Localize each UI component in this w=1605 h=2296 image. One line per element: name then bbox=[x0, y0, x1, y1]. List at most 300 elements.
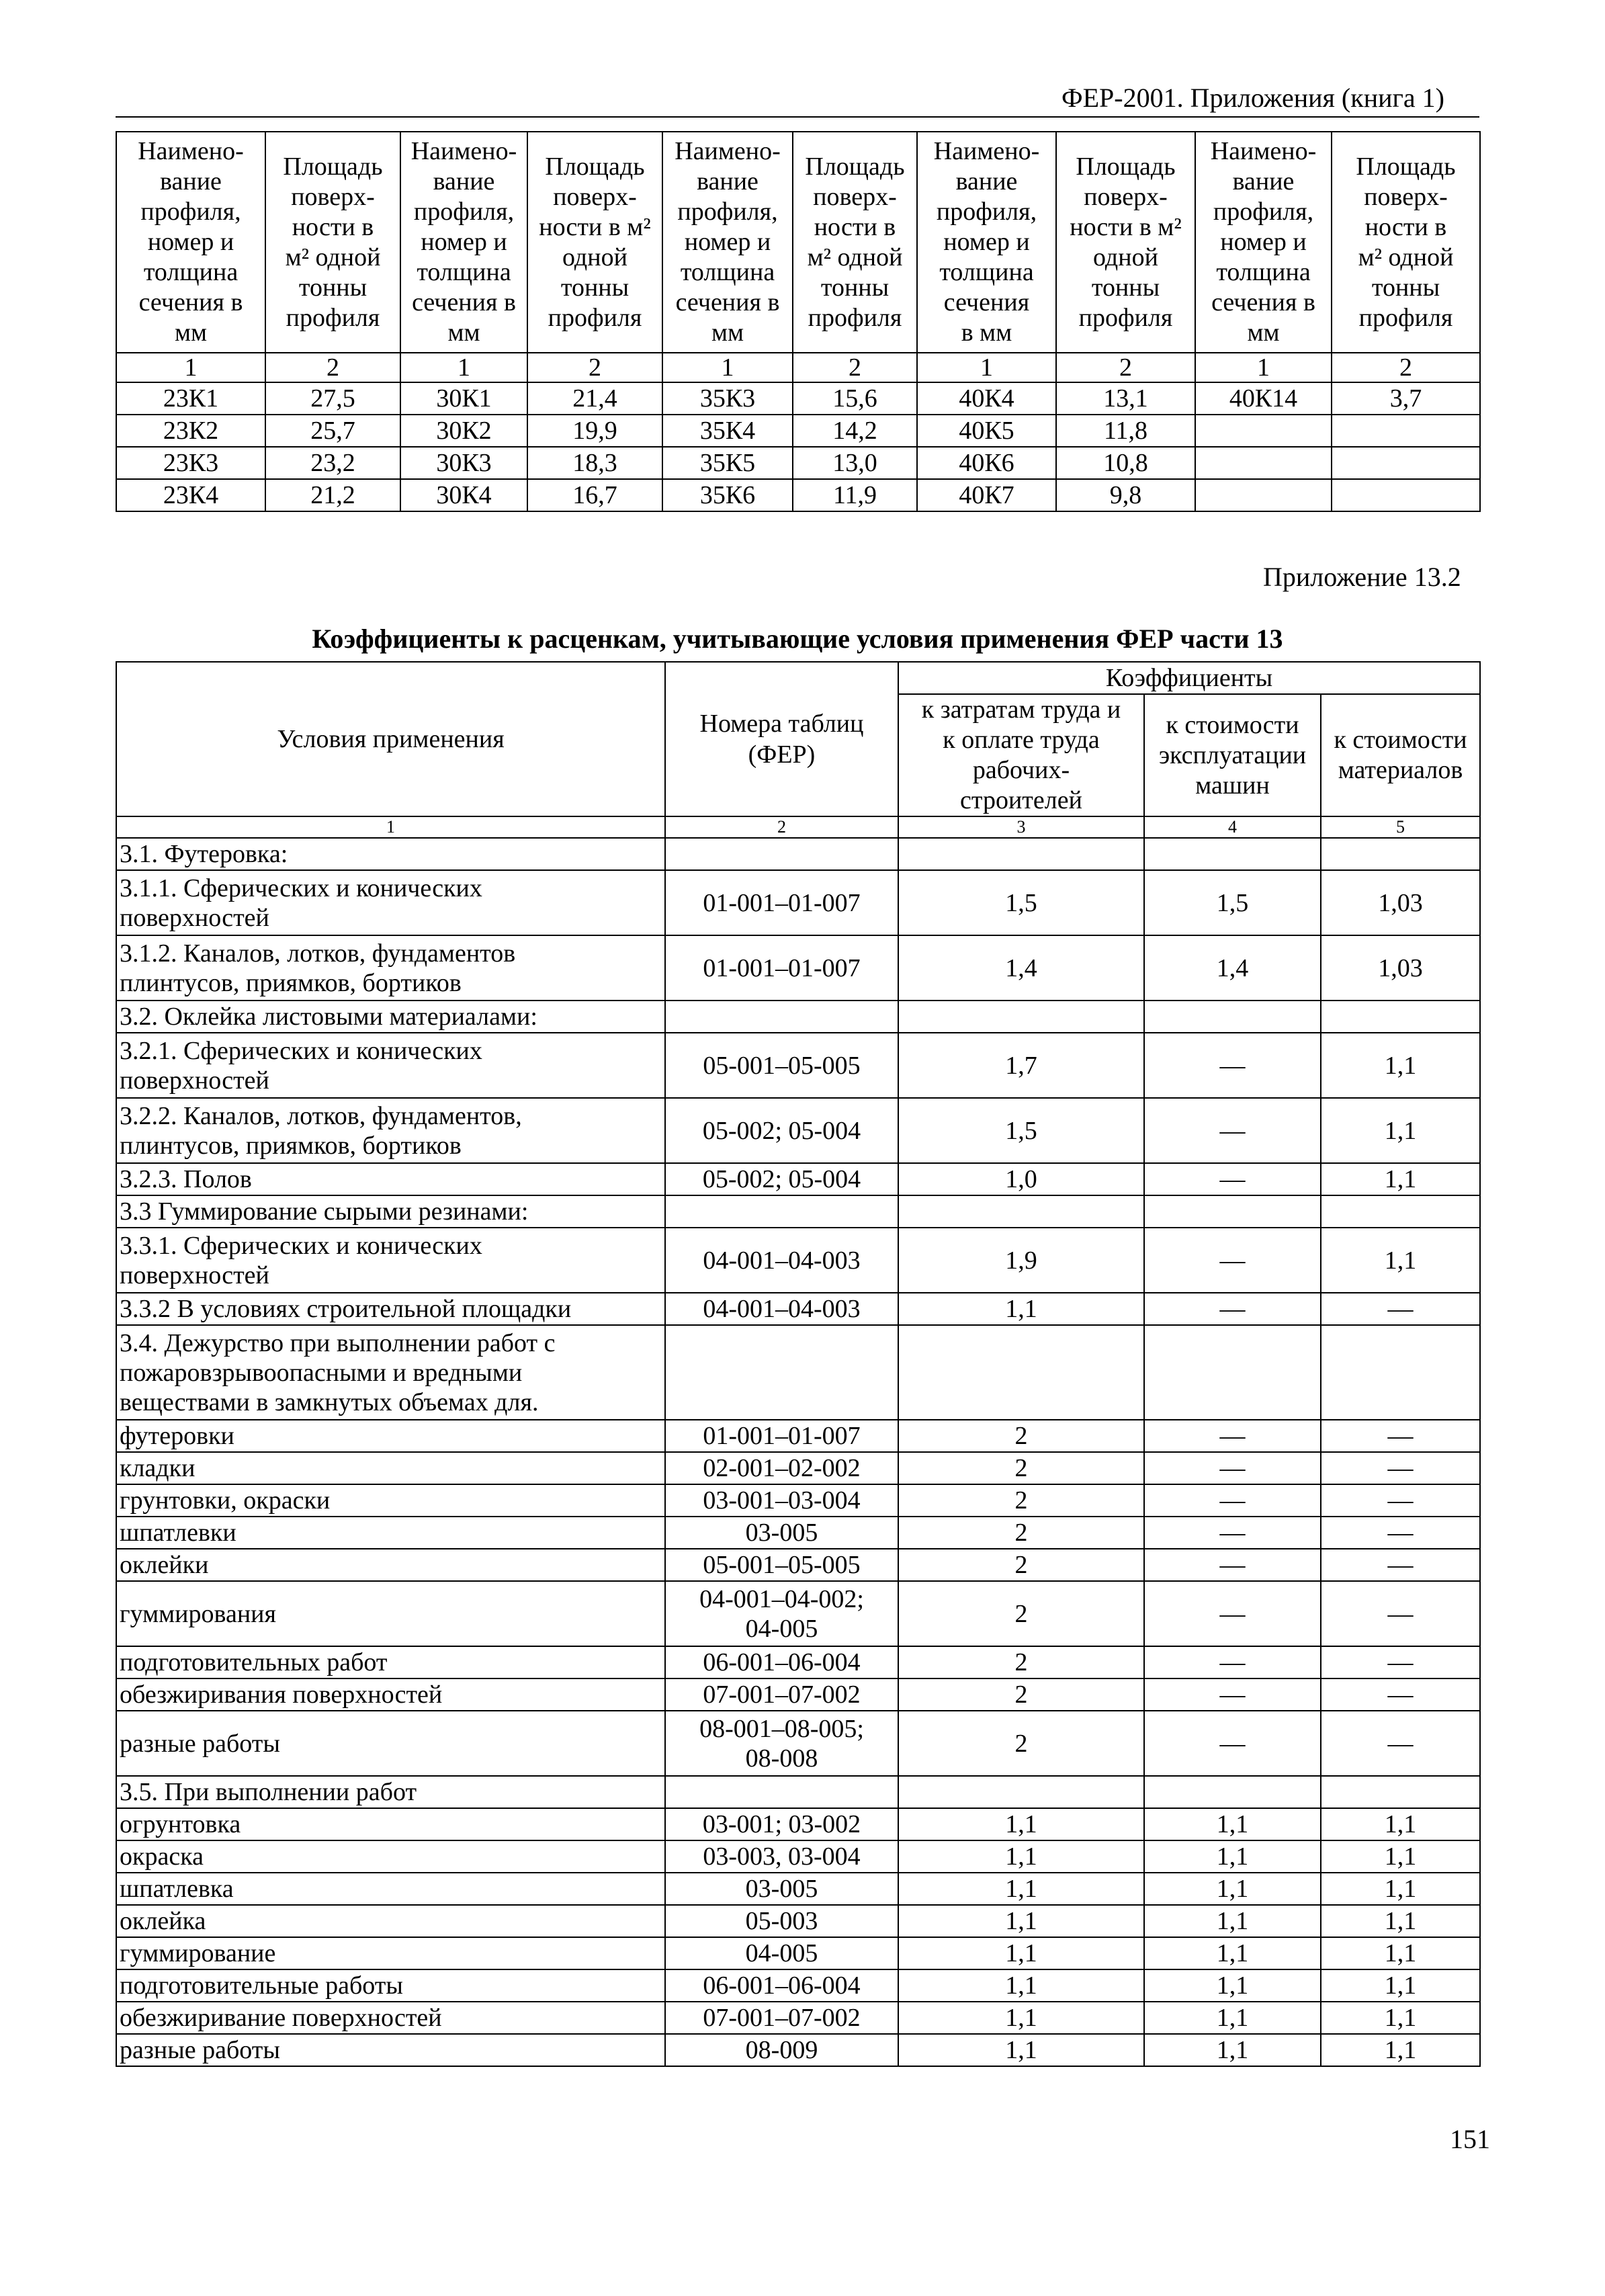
table-cell: 40К5 bbox=[917, 415, 1056, 447]
top-table-number-row bbox=[116, 353, 1480, 382]
machines-coef-cell bbox=[1144, 1001, 1321, 1033]
table-number-cell bbox=[665, 1581, 898, 1646]
header-line: в мм bbox=[961, 318, 1012, 347]
machines-coef-cell: — bbox=[1144, 1517, 1321, 1549]
condition-line: веществами в замкнутых объемах для. bbox=[120, 1388, 539, 1416]
header-table-numbers-line: Номера таблиц bbox=[699, 710, 864, 738]
header-line: Площадь bbox=[805, 152, 905, 181]
condition-line: грунтовки, окраски bbox=[120, 1486, 331, 1515]
condition-line: гуммирования bbox=[120, 1599, 276, 1628]
condition-line: поверхностей bbox=[120, 1261, 269, 1289]
condition-cell bbox=[116, 1228, 665, 1293]
table-cell: 9,8 bbox=[1056, 479, 1195, 511]
table-number-cell bbox=[665, 1840, 898, 1873]
header-line: номер и bbox=[943, 228, 1030, 256]
materials-coef-cell: 1,1 bbox=[1321, 1163, 1480, 1195]
table-number-line: 07-001–07-002 bbox=[703, 1681, 861, 1709]
header-line: номер и bbox=[421, 228, 507, 256]
materials-coef-cell bbox=[1321, 1001, 1480, 1033]
header-line: профиля bbox=[808, 303, 902, 332]
table-cell: 35К4 bbox=[662, 415, 793, 447]
header-line: Наимено- bbox=[410, 137, 517, 165]
header-machines-line: к стоимости bbox=[1166, 710, 1299, 739]
condition-line: плинтусов, приямков, бортиков bbox=[120, 1131, 462, 1160]
condition-line: пожаровзрывоопасными и вредными bbox=[120, 1358, 523, 1387]
table-number-line: 03-001–03-004 bbox=[703, 1486, 861, 1515]
table-row bbox=[116, 2002, 1480, 2034]
condition-line: кладки bbox=[120, 1454, 196, 1482]
header-table-numbers-line: (ФЕР) bbox=[748, 740, 816, 769]
table-cell bbox=[1195, 447, 1332, 479]
table-number-cell bbox=[665, 1969, 898, 2002]
table-number-line: 04-001–04-003 bbox=[703, 1246, 861, 1275]
table-row bbox=[116, 1228, 1480, 1293]
header-line: толщина bbox=[143, 258, 238, 286]
labor-coef-cell: 1,9 bbox=[898, 1228, 1144, 1293]
table-cell: 40К6 bbox=[917, 447, 1056, 479]
machines-coef-cell: — bbox=[1144, 1293, 1321, 1325]
table-number-line: 04-005 bbox=[745, 1939, 818, 1967]
condition-line: плинтусов, приямков, бортиков bbox=[120, 968, 462, 997]
table-number-cell bbox=[665, 838, 898, 870]
condition-line: футеровки bbox=[120, 1422, 234, 1450]
header-line: вание bbox=[160, 167, 222, 196]
table-cell: 23К2 bbox=[116, 415, 265, 447]
table-cell: 30К2 bbox=[400, 415, 527, 447]
machines-coef-cell: — bbox=[1144, 1228, 1321, 1293]
header-line: поверх- bbox=[1364, 182, 1448, 211]
condition-line: 3.5. При выполнении работ bbox=[120, 1778, 417, 1806]
machines-coef-cell: — bbox=[1144, 1549, 1321, 1581]
table-number-cell bbox=[665, 1325, 898, 1420]
table-cell: 15,6 bbox=[793, 382, 917, 415]
machines-coef-cell: — bbox=[1144, 1033, 1321, 1098]
labor-coef-cell: 1,1 bbox=[898, 2002, 1144, 2034]
table-cell bbox=[1332, 479, 1480, 511]
condition-line: разные работы bbox=[120, 2036, 280, 2064]
table-row bbox=[116, 447, 1480, 479]
machines-coef-cell bbox=[1144, 1195, 1321, 1228]
condition-line: поверхностей bbox=[120, 903, 269, 932]
header-line: поверх- bbox=[291, 182, 375, 211]
header-line: профиля bbox=[1358, 303, 1453, 332]
column-number: 3 bbox=[898, 816, 1144, 838]
materials-coef-cell bbox=[1321, 1325, 1480, 1420]
header-line: ности в м² bbox=[539, 212, 651, 241]
condition-cell bbox=[116, 1517, 665, 1549]
table-cell: 30К1 bbox=[400, 382, 527, 415]
condition-cell bbox=[116, 1646, 665, 1678]
materials-coef-cell: 1,1 bbox=[1321, 1228, 1480, 1293]
labor-coef-cell: 1,1 bbox=[898, 1905, 1144, 1937]
machines-coef-cell: — bbox=[1144, 1484, 1321, 1517]
page-number: 151 bbox=[1450, 2124, 1490, 2154]
table-cell: 21,4 bbox=[527, 382, 662, 415]
materials-coef-cell: 1,03 bbox=[1321, 935, 1480, 1001]
table-number-cell bbox=[665, 1420, 898, 1452]
header-line: номер и bbox=[1220, 228, 1307, 256]
header-line: тонны bbox=[560, 273, 630, 302]
labor-coef-cell: 1,7 bbox=[898, 1033, 1144, 1098]
condition-cell bbox=[116, 1420, 665, 1452]
table-number-line: 08-008 bbox=[745, 1744, 818, 1773]
header-materials-line: к стоимости bbox=[1334, 726, 1467, 754]
column-number: 5 bbox=[1321, 816, 1480, 838]
table-number-line: 08-009 bbox=[745, 2036, 818, 2064]
condition-line: 3.3 Гуммирование сырыми резинами: bbox=[120, 1197, 529, 1226]
top-table-header-row bbox=[116, 132, 1480, 353]
labor-coef-cell: 1,1 bbox=[898, 1873, 1144, 1905]
header-line: Площадь bbox=[283, 152, 383, 181]
table-number-cell bbox=[665, 870, 898, 935]
labor-coef-cell: 2 bbox=[898, 1517, 1144, 1549]
machines-coef-cell: — bbox=[1144, 1098, 1321, 1163]
machines-coef-cell: 1,1 bbox=[1144, 1937, 1321, 1969]
labor-coef-cell: 1,4 bbox=[898, 935, 1144, 1001]
labor-coef-cell: 2 bbox=[898, 1420, 1144, 1452]
header-line: вание bbox=[1232, 167, 1295, 196]
header-line: профиля bbox=[1078, 303, 1173, 332]
table-number-line: 05-002; 05-004 bbox=[702, 1165, 861, 1193]
materials-coef-cell: 1,1 bbox=[1321, 2034, 1480, 2066]
table-cell: 23К1 bbox=[116, 382, 265, 415]
header-machines-line: машин bbox=[1195, 771, 1270, 800]
labor-coef-cell: 2 bbox=[898, 1452, 1144, 1484]
table-number-cell bbox=[665, 1905, 898, 1937]
labor-coef-cell: 2 bbox=[898, 1678, 1144, 1711]
condition-line: 3.2.1. Сферических и конических bbox=[120, 1036, 482, 1065]
header-line: вание bbox=[697, 167, 758, 196]
table-cell: 30К3 bbox=[400, 447, 527, 479]
top-table-header-cell bbox=[1332, 132, 1480, 353]
header-line: толщина bbox=[417, 258, 511, 286]
header-line: одной bbox=[1093, 243, 1158, 271]
machines-coef-cell: 1,1 bbox=[1144, 1808, 1321, 1840]
header-coefficients: Коэффициенты bbox=[898, 662, 1480, 694]
machines-coef-cell: 1,4 bbox=[1144, 935, 1321, 1001]
machines-coef-cell: — bbox=[1144, 1452, 1321, 1484]
materials-coef-cell bbox=[1321, 1776, 1480, 1808]
labor-coef-cell: 1,0 bbox=[898, 1163, 1144, 1195]
condition-cell bbox=[116, 1293, 665, 1325]
labor-coef-cell bbox=[898, 1195, 1144, 1228]
condition-cell bbox=[116, 1452, 665, 1484]
table-number-cell bbox=[665, 1549, 898, 1581]
materials-coef-cell: 1,1 bbox=[1321, 1098, 1480, 1163]
machines-coef-cell: 1,1 bbox=[1144, 2034, 1321, 2066]
condition-cell bbox=[116, 838, 665, 870]
header-line: Наимено- bbox=[675, 137, 781, 165]
coefficients-table bbox=[116, 661, 1481, 2067]
header-line: ности в bbox=[1364, 212, 1447, 241]
labor-coef-cell: 1,1 bbox=[898, 2034, 1144, 2066]
header-labor-line: к оплате труда bbox=[943, 726, 1100, 754]
condition-line: разные работы bbox=[120, 1729, 280, 1758]
labor-coef-cell: 2 bbox=[898, 1549, 1144, 1581]
header-line: поверх- bbox=[553, 182, 637, 211]
header-line: профиля, bbox=[413, 198, 515, 226]
top-table-header-cell bbox=[265, 132, 400, 353]
top-table-header-cell bbox=[1195, 132, 1332, 353]
condition-cell bbox=[116, 1549, 665, 1581]
table-row bbox=[116, 935, 1480, 1001]
condition-cell bbox=[116, 1937, 665, 1969]
materials-coef-cell: — bbox=[1321, 1711, 1480, 1776]
header-line: сечения в bbox=[138, 288, 243, 316]
header-line: профиля, bbox=[677, 198, 778, 226]
condition-line: обезжиривание поверхностей bbox=[120, 2004, 442, 2032]
table-cell: 25,7 bbox=[265, 415, 400, 447]
table-row bbox=[116, 1293, 1480, 1325]
header-machines-line: эксплуатации bbox=[1158, 740, 1307, 769]
table-number-line: 05-002; 05-004 bbox=[702, 1116, 861, 1145]
column-number: 1 bbox=[400, 353, 527, 382]
table-cell bbox=[1195, 479, 1332, 511]
labor-coef-cell: 1,1 bbox=[898, 1969, 1144, 2002]
header-line: тонны bbox=[1371, 273, 1440, 302]
condition-line: оклейка bbox=[120, 1907, 206, 1935]
condition-cell bbox=[116, 935, 665, 1001]
table-row bbox=[116, 838, 1480, 870]
column-number: 2 bbox=[1332, 353, 1480, 382]
materials-coef-cell: 1,1 bbox=[1321, 1873, 1480, 1905]
condition-cell bbox=[116, 1873, 665, 1905]
header-labor bbox=[898, 694, 1144, 816]
table-number-line: 04-001–04-003 bbox=[703, 1295, 861, 1323]
top-table-header-cell bbox=[662, 132, 793, 353]
condition-cell bbox=[116, 1033, 665, 1098]
header-machines bbox=[1144, 694, 1321, 816]
header-line: ности в bbox=[292, 212, 374, 241]
materials-coef-cell: 1,1 bbox=[1321, 1840, 1480, 1873]
labor-coef-cell: 2 bbox=[898, 1711, 1144, 1776]
running-header: ФЕР-2001. Приложения (книга 1) bbox=[1061, 83, 1444, 113]
condition-line: 3.2. Оклейка листовыми материалами: bbox=[120, 1003, 537, 1031]
table-number-cell bbox=[665, 1517, 898, 1549]
header-line: Площадь bbox=[1356, 152, 1456, 181]
condition-line: 3.1.2. Каналов, лотков, фундаментов bbox=[120, 939, 516, 968]
table-number-line: 04-001–04-002; bbox=[699, 1584, 864, 1613]
header-line: тонны bbox=[820, 273, 890, 302]
table-cell: 35К3 bbox=[662, 382, 793, 415]
header-materials bbox=[1321, 694, 1480, 816]
table-cell: 40К4 bbox=[917, 382, 1056, 415]
header-line: сечения в bbox=[675, 288, 780, 316]
table-cell: 35К6 bbox=[662, 479, 793, 511]
top-table-header-cell bbox=[527, 132, 662, 353]
condition-cell bbox=[116, 1163, 665, 1195]
labor-coef-cell: 1,1 bbox=[898, 1808, 1144, 1840]
table-row bbox=[116, 415, 1480, 447]
labor-coef-cell bbox=[898, 1325, 1144, 1420]
top-table-header-cell bbox=[400, 132, 527, 353]
materials-coef-cell: 1,03 bbox=[1321, 870, 1480, 935]
condition-line: подготовительных работ bbox=[120, 1648, 388, 1676]
table-number-cell bbox=[665, 1937, 898, 1969]
condition-cell bbox=[116, 2034, 665, 2066]
labor-coef-cell: 2 bbox=[898, 1646, 1144, 1678]
header-line: ности в bbox=[814, 212, 896, 241]
header-line: поверх- bbox=[1084, 182, 1168, 211]
table-number-cell bbox=[665, 1228, 898, 1293]
materials-coef-cell: 1,1 bbox=[1321, 1808, 1480, 1840]
header-line: номер и bbox=[684, 228, 771, 256]
table-row bbox=[116, 1581, 1480, 1646]
machines-coef-cell: — bbox=[1144, 1420, 1321, 1452]
table-row bbox=[116, 2034, 1480, 2066]
labor-coef-cell: 2 bbox=[898, 1581, 1144, 1646]
table-number-line: 01-001–01-007 bbox=[703, 888, 861, 917]
table-row bbox=[116, 1711, 1480, 1776]
materials-coef-cell bbox=[1321, 1195, 1480, 1228]
materials-coef-cell: 1,1 bbox=[1321, 1905, 1480, 1937]
table-number-line: 06-001–06-004 bbox=[703, 1648, 861, 1676]
materials-coef-cell: 1,1 bbox=[1321, 1033, 1480, 1098]
materials-coef-cell: — bbox=[1321, 1549, 1480, 1581]
condition-cell bbox=[116, 1325, 665, 1420]
labor-coef-cell: 1,1 bbox=[898, 1937, 1144, 1969]
header-line: одной bbox=[562, 243, 627, 271]
table-number-line: 05-003 bbox=[745, 1907, 818, 1935]
table-number-cell bbox=[665, 1484, 898, 1517]
header-line: Площадь bbox=[1076, 152, 1176, 181]
table-row bbox=[116, 1033, 1480, 1098]
table-number-cell bbox=[665, 1293, 898, 1325]
main-table-header-row-1 bbox=[116, 662, 1480, 694]
machines-coef-cell: — bbox=[1144, 1581, 1321, 1646]
header-line: сечения в bbox=[1211, 288, 1315, 316]
condition-cell bbox=[116, 1776, 665, 1808]
condition-cell bbox=[116, 1581, 665, 1646]
table-cell: 13,0 bbox=[793, 447, 917, 479]
table-row bbox=[116, 1195, 1480, 1228]
machines-coef-cell: 1,5 bbox=[1144, 870, 1321, 935]
column-number: 1 bbox=[116, 816, 665, 838]
profile-area-table bbox=[116, 131, 1481, 512]
header-labor-line: к затратам труда и bbox=[921, 695, 1121, 724]
labor-coef-cell bbox=[898, 1776, 1144, 1808]
header-line: м² одной bbox=[1358, 243, 1454, 271]
column-number: 2 bbox=[1056, 353, 1195, 382]
table-cell bbox=[1195, 415, 1332, 447]
main-table-number-row bbox=[116, 816, 1480, 838]
materials-coef-cell: — bbox=[1321, 1678, 1480, 1711]
header-line: толщина bbox=[1216, 258, 1311, 286]
machines-coef-cell bbox=[1144, 838, 1321, 870]
machines-coef-cell: 1,1 bbox=[1144, 2002, 1321, 2034]
header-line: сечения bbox=[943, 288, 1030, 316]
table-row bbox=[116, 1678, 1480, 1711]
header-line: профиля, bbox=[140, 198, 241, 226]
condition-line: гуммирование bbox=[120, 1939, 276, 1967]
condition-line: подготовительные работы bbox=[120, 1971, 403, 2000]
table-number-cell bbox=[665, 1452, 898, 1484]
materials-coef-cell: — bbox=[1321, 1646, 1480, 1678]
table-number-cell bbox=[665, 1195, 898, 1228]
labor-coef-cell bbox=[898, 838, 1144, 870]
condition-line: 3.1. Футеровка: bbox=[120, 840, 288, 868]
table-cell bbox=[1332, 415, 1480, 447]
materials-coef-cell: — bbox=[1321, 1581, 1480, 1646]
table-title: Коэффициенты к расценкам, учитывающие условия применения ФЕР части 13 bbox=[312, 624, 1283, 654]
table-cell: 27,5 bbox=[265, 382, 400, 415]
table-row bbox=[116, 1163, 1480, 1195]
table-number-cell bbox=[665, 935, 898, 1001]
condition-cell bbox=[116, 1484, 665, 1517]
column-number: 4 bbox=[1144, 816, 1321, 838]
header-line: профиля, bbox=[1213, 198, 1314, 226]
table-number-cell bbox=[665, 1163, 898, 1195]
table-row bbox=[116, 1873, 1480, 1905]
appendix-label: Приложение 13.2 bbox=[1263, 562, 1461, 592]
table-row bbox=[116, 1840, 1480, 1873]
column-number: 1 bbox=[116, 353, 265, 382]
condition-line: окраска bbox=[120, 1842, 204, 1871]
table-number-cell bbox=[665, 1098, 898, 1163]
table-row bbox=[116, 1484, 1480, 1517]
materials-coef-cell: — bbox=[1321, 1420, 1480, 1452]
machines-coef-cell: — bbox=[1144, 1163, 1321, 1195]
header-line: профиля bbox=[286, 303, 380, 332]
machines-coef-cell: 1,1 bbox=[1144, 1905, 1321, 1937]
materials-coef-cell: 1,1 bbox=[1321, 1969, 1480, 2002]
column-number: 2 bbox=[793, 353, 917, 382]
top-table-header-cell bbox=[917, 132, 1056, 353]
table-row bbox=[116, 1808, 1480, 1840]
table-row bbox=[116, 870, 1480, 935]
table-number-line: 05-001–05-005 bbox=[703, 1551, 861, 1579]
materials-coef-cell: — bbox=[1321, 1293, 1480, 1325]
header-labor-line: строителей bbox=[960, 786, 1082, 814]
column-number: 1 bbox=[1195, 353, 1332, 382]
header-line: номер и bbox=[147, 228, 234, 256]
condition-cell bbox=[116, 2002, 665, 2034]
table-number-line: 01-001–01-007 bbox=[703, 1422, 861, 1450]
table-number-line: 03-005 bbox=[745, 1519, 818, 1547]
table-cell: 19,9 bbox=[527, 415, 662, 447]
labor-coef-cell: 1,5 bbox=[898, 1098, 1144, 1163]
condition-line: поверхностей bbox=[120, 1066, 269, 1095]
table-number-line: 01-001–01-007 bbox=[703, 953, 861, 982]
table-cell: 14,2 bbox=[793, 415, 917, 447]
table-cell: 40К7 bbox=[917, 479, 1056, 511]
table-number-cell bbox=[665, 1711, 898, 1776]
table-cell: 40К14 bbox=[1195, 382, 1332, 415]
header-line: вание bbox=[433, 167, 495, 196]
materials-coef-cell: — bbox=[1321, 1517, 1480, 1549]
labor-coef-cell: 2 bbox=[898, 1484, 1144, 1517]
table-number-cell bbox=[665, 1776, 898, 1808]
table-number-line: 03-005 bbox=[745, 1875, 818, 1903]
header-line: мм bbox=[1247, 318, 1280, 347]
table-row bbox=[116, 1969, 1480, 2002]
materials-coef-cell: — bbox=[1321, 1484, 1480, 1517]
header-line: м² одной bbox=[807, 243, 903, 271]
header-materials-line: материалов bbox=[1338, 756, 1463, 784]
header-line: тонны bbox=[298, 273, 367, 302]
machines-coef-cell bbox=[1144, 1325, 1321, 1420]
table-cell bbox=[1332, 447, 1480, 479]
table-number-line: 05-001–05-005 bbox=[703, 1051, 861, 1080]
table-row bbox=[116, 479, 1480, 511]
machines-coef-cell: — bbox=[1144, 1646, 1321, 1678]
table-number-cell bbox=[665, 2034, 898, 2066]
table-number-cell bbox=[665, 2002, 898, 2034]
table-number-line: 04-005 bbox=[745, 1614, 818, 1643]
column-number: 2 bbox=[265, 353, 400, 382]
table-number-line: 03-001; 03-002 bbox=[702, 1810, 861, 1838]
column-number: 2 bbox=[527, 353, 662, 382]
